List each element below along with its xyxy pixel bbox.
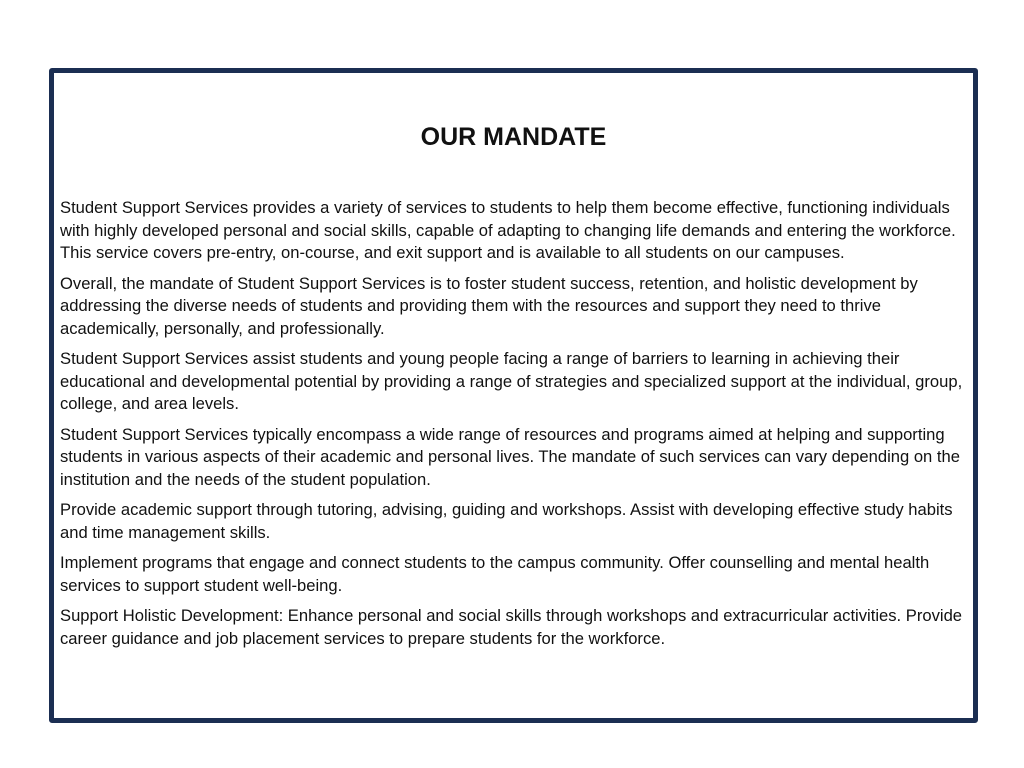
mandate-body [60,197,969,658]
slide-frame [49,68,978,723]
paragraph-community: Implement programs that engage and connect students to the campus community. Offer counselling and mental health services to support student well-being. [60,553,930,595]
paragraph-overall: Overall, the mandate of Student Support Services is to foster student success, retention, and holistic development by addressing the diverse needs of students and providing them with the resources and support they need to thrive academically, personally, and professionally. [60,273,918,338]
paragraph-resources: Student Support Services typically encompass a wide range of resources and programs aimed at helping and supporting students in various aspects of their academic and personal lives. The mandate of such services can vary depending on the institution and the needs of the student population. [60,424,960,489]
paragraph-academic-support: Provide academic support through tutoring, advising, guiding and workshops. Assist with developing effective study habits and time management skills. [60,500,953,542]
paragraph-barriers: Student Support Services assist students and young people facing a range of barriers to learning in achieving their educational and developmental potential by providing a range of strategies and specialized support at the individual, group, college, and area levels. [60,349,963,413]
paragraph-intro: Student Support Services provides a variety of services to students to help them become effective, functioning individuals with highly developed personal and social skills, capable of adapting to changing life demands and entering the workforce. This service covers pre-entry, on-course, and exit support and is available to all students on our campuses. [60,198,956,262]
paragraph-holistic: Support Holistic Development: Enhance personal and social skills through workshops and extracurricular activities. Provide career guidance and job placement services to prepare students for the workforce. [60,606,963,648]
page-title: OUR MANDATE [420,123,607,151]
